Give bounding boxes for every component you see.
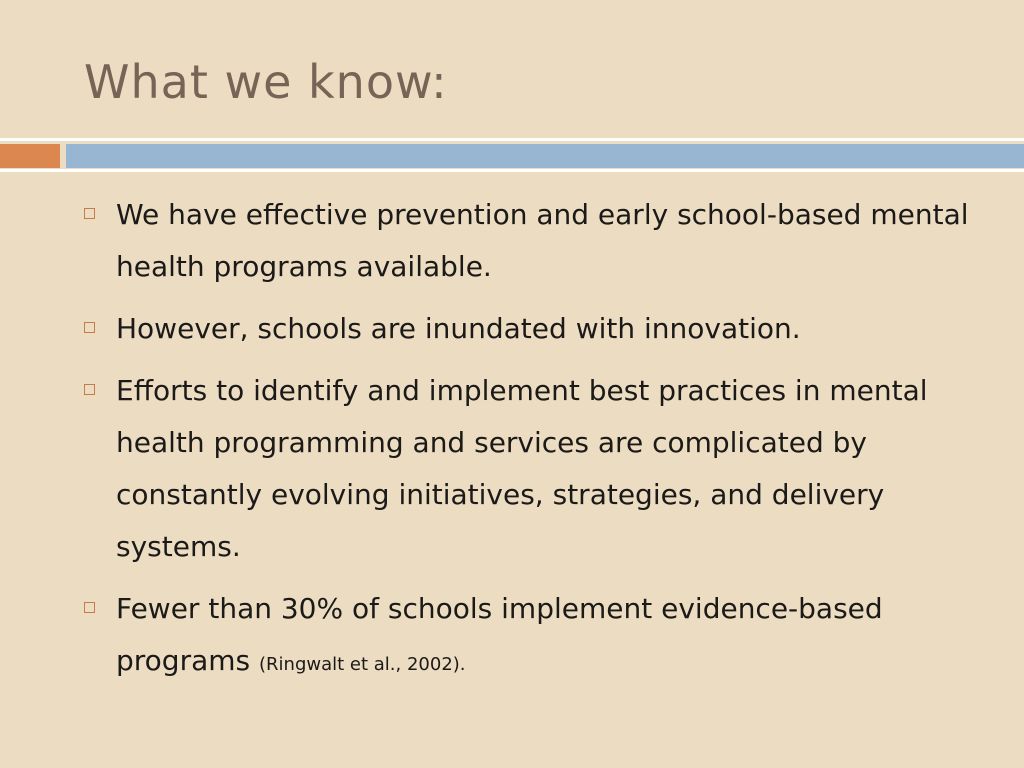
accent-bar-orange (0, 144, 60, 168)
bullet-text: Fewer than 30% of schools implement evidence-based programs (116, 592, 883, 677)
hollow-square-icon (84, 384, 95, 395)
slide-title: What we know: (84, 55, 448, 109)
bullet-list (80, 189, 980, 701)
bullet-item (80, 583, 980, 691)
bullet-text: We have effective prevention and early school-based mental health programs available. (116, 198, 969, 283)
hollow-square-icon (84, 602, 95, 613)
hollow-square-icon (84, 322, 95, 333)
bullet-item (80, 189, 980, 293)
citation: (Ringwalt et al., 2002). (259, 654, 466, 675)
bullet-item (80, 303, 980, 355)
divider-bottom-line (0, 169, 1024, 172)
divider-top-line (0, 138, 1024, 141)
bullet-item (80, 365, 980, 573)
bullet-text: However, schools are inundated with innovation. (116, 312, 801, 345)
hollow-square-icon (84, 208, 95, 219)
accent-bar-blue (66, 144, 1024, 168)
bullet-text: Efforts to identify and implement best practices in mental health programming and services are complicated by constantly evolving initiatives, strategies, and delivery systems. (116, 374, 928, 563)
